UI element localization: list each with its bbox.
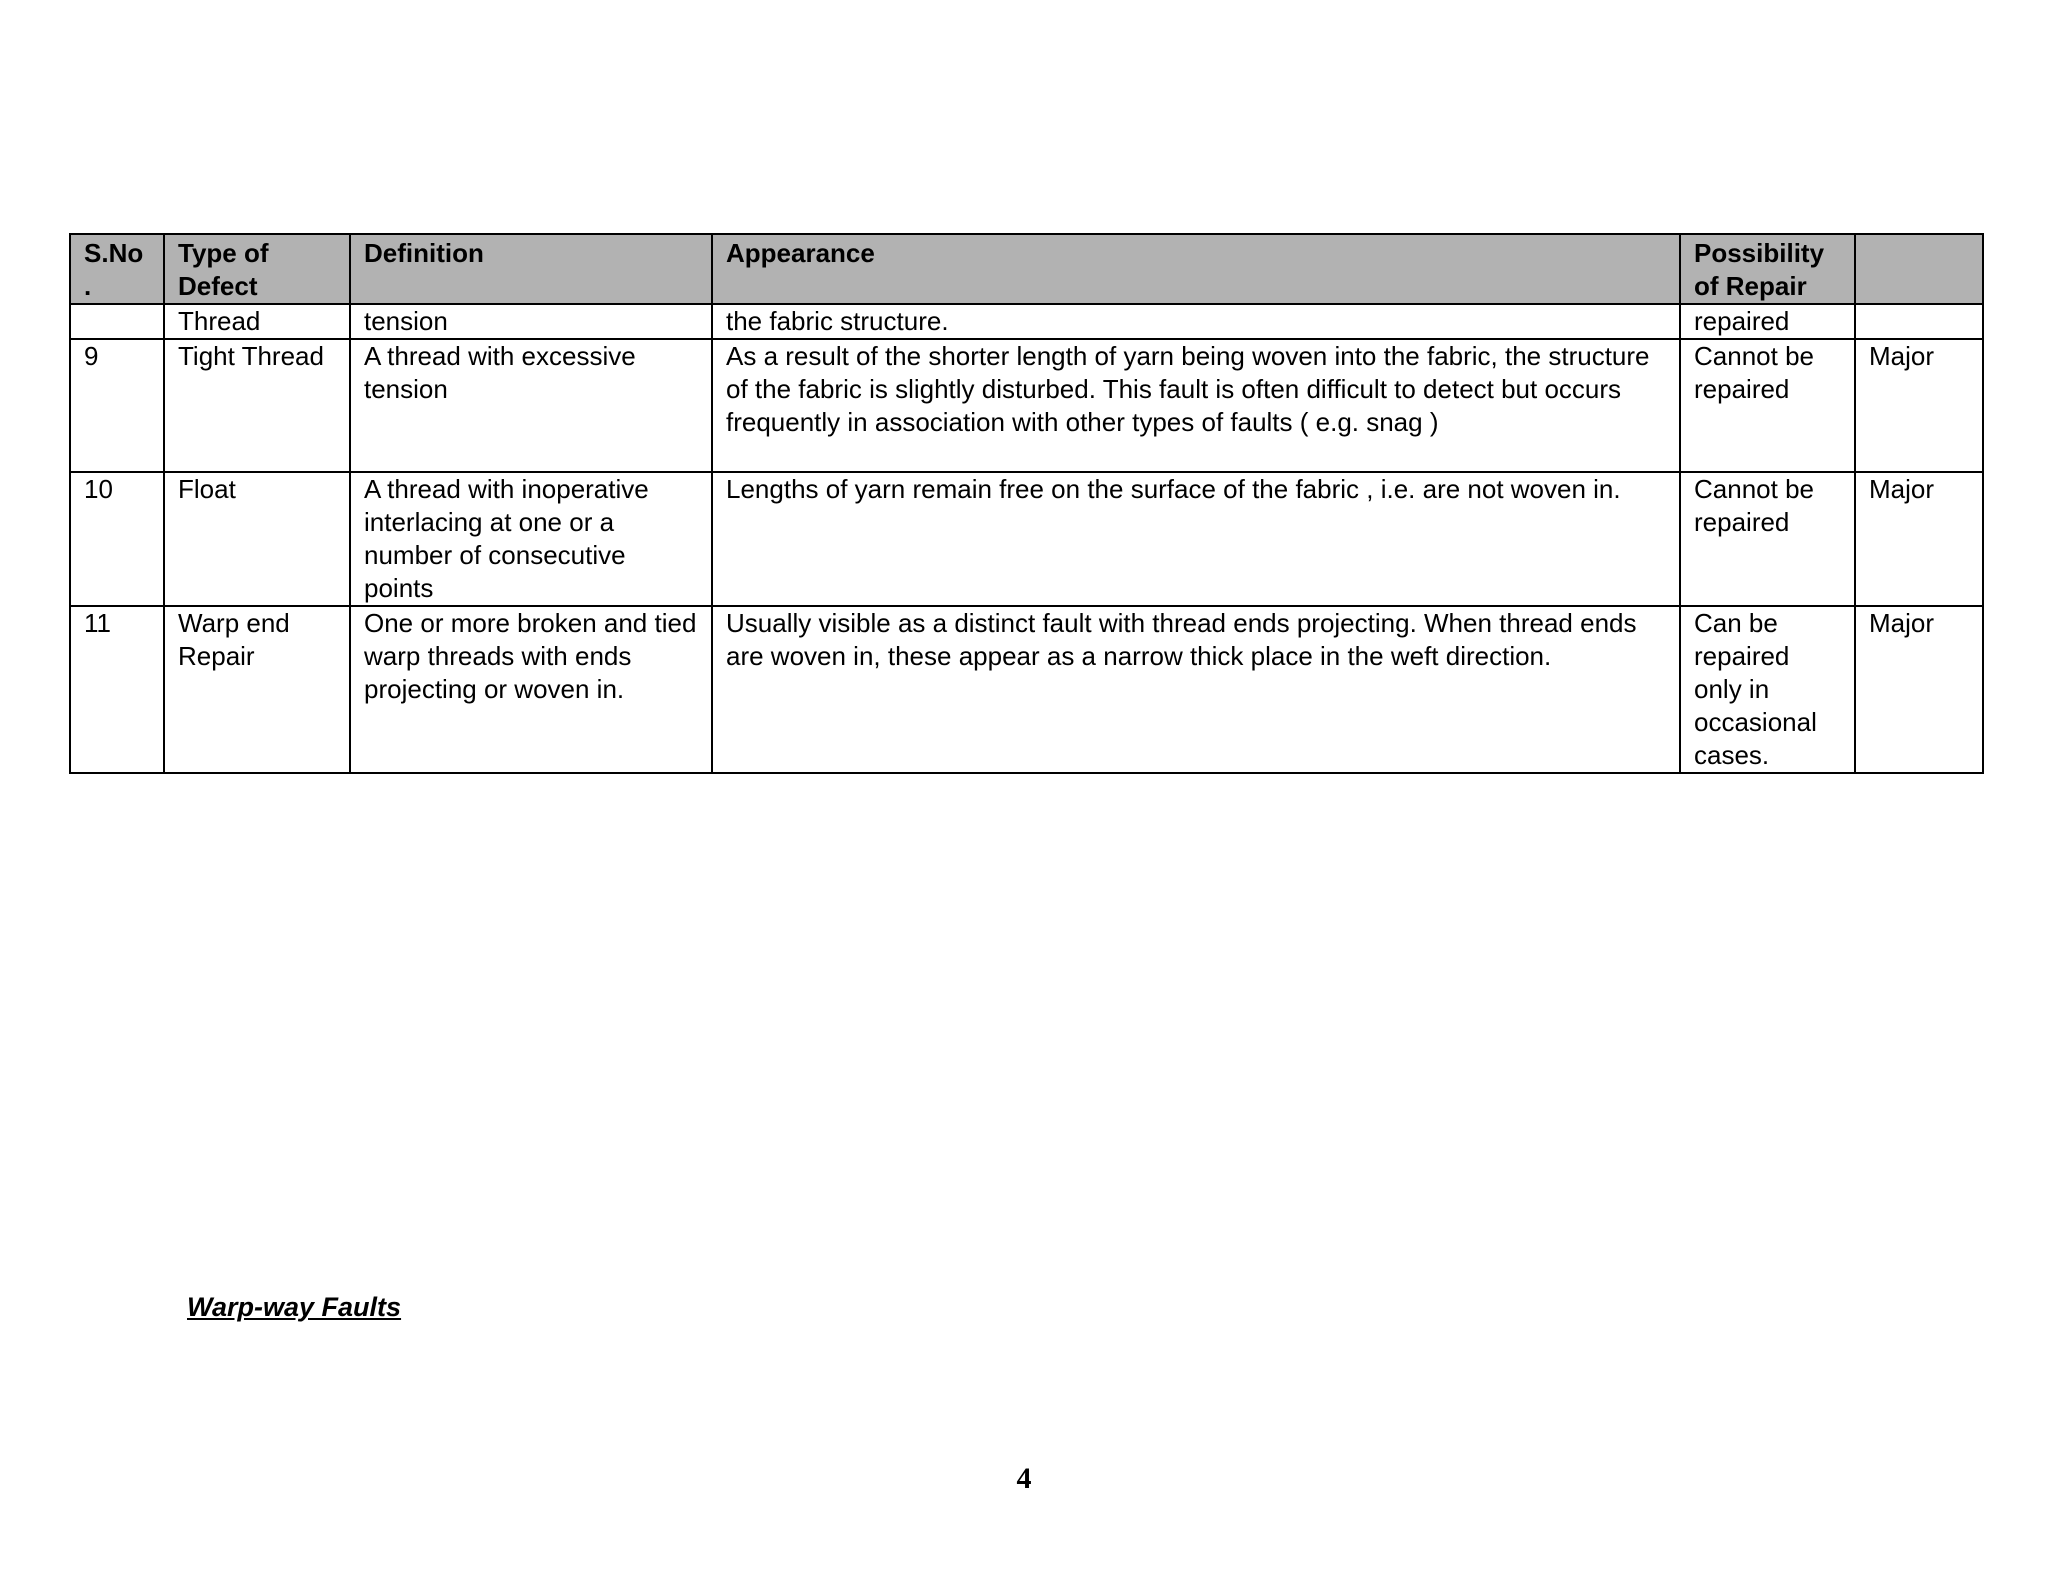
defect-table: [69, 233, 1984, 774]
header-severity: [1855, 234, 1983, 304]
cell-definition: A thread with excessive tension: [350, 339, 712, 472]
cell-repair: Cannot be repaired: [1680, 472, 1855, 606]
cell-severity: Major: [1855, 606, 1983, 773]
cell-sno: 9: [70, 339, 164, 472]
cell-severity: Major: [1855, 339, 1983, 472]
cell-definition: One or more broken and tied warp threads with ends projecting or woven in.: [350, 606, 712, 773]
header-definition: Definition: [350, 234, 712, 304]
header-type-of-defect: Type of Defect: [164, 234, 350, 304]
cell-sno: 10: [70, 472, 164, 606]
table-header-row: [70, 234, 1983, 304]
header-appearance: Appearance: [712, 234, 1680, 304]
table-row: [70, 304, 1983, 339]
header-sno: S.No .: [70, 234, 164, 304]
table-row: [70, 606, 1983, 773]
cell-type: Warp end Repair: [164, 606, 350, 773]
header-possibility-of-repair: Possibility of Repair: [1680, 234, 1855, 304]
cell-severity: [1855, 304, 1983, 339]
table-row: [70, 472, 1983, 606]
cell-appearance: the fabric structure.: [712, 304, 1680, 339]
page-number: 4: [1016, 1462, 1032, 1495]
cell-appearance: Usually visible as a distinct fault with thread ends projecting. When thread ends are woven in, these appear as a narrow thick place in the weft direction.: [712, 606, 1680, 773]
section-heading: Warp-way Faults: [187, 1292, 402, 1322]
cell-type: Thread: [164, 304, 350, 339]
table-row: [70, 339, 1983, 472]
cell-type: Tight Thread: [164, 339, 350, 472]
cell-repair: Cannot be repaired: [1680, 339, 1855, 472]
cell-severity: Major: [1855, 472, 1983, 606]
cell-definition: A thread with inoperative interlacing at one or a number of consecutive points: [350, 472, 712, 606]
cell-type: Float: [164, 472, 350, 606]
cell-repair: repaired: [1680, 304, 1855, 339]
cell-appearance: As a result of the shorter length of yarn being woven into the fabric, the structure of the fabric is slightly disturbed. This fault is often difficult to detect but occurs frequently in association with other types of faults ( e.g. snag ): [712, 339, 1680, 472]
cell-definition: tension: [350, 304, 712, 339]
cell-repair: Can be repaired only in occasional cases.: [1680, 606, 1855, 773]
cell-sno: [70, 304, 164, 339]
cell-sno: 11: [70, 606, 164, 773]
cell-appearance: Lengths of yarn remain free on the surface of the fabric , i.e. are not woven in.: [712, 472, 1680, 606]
